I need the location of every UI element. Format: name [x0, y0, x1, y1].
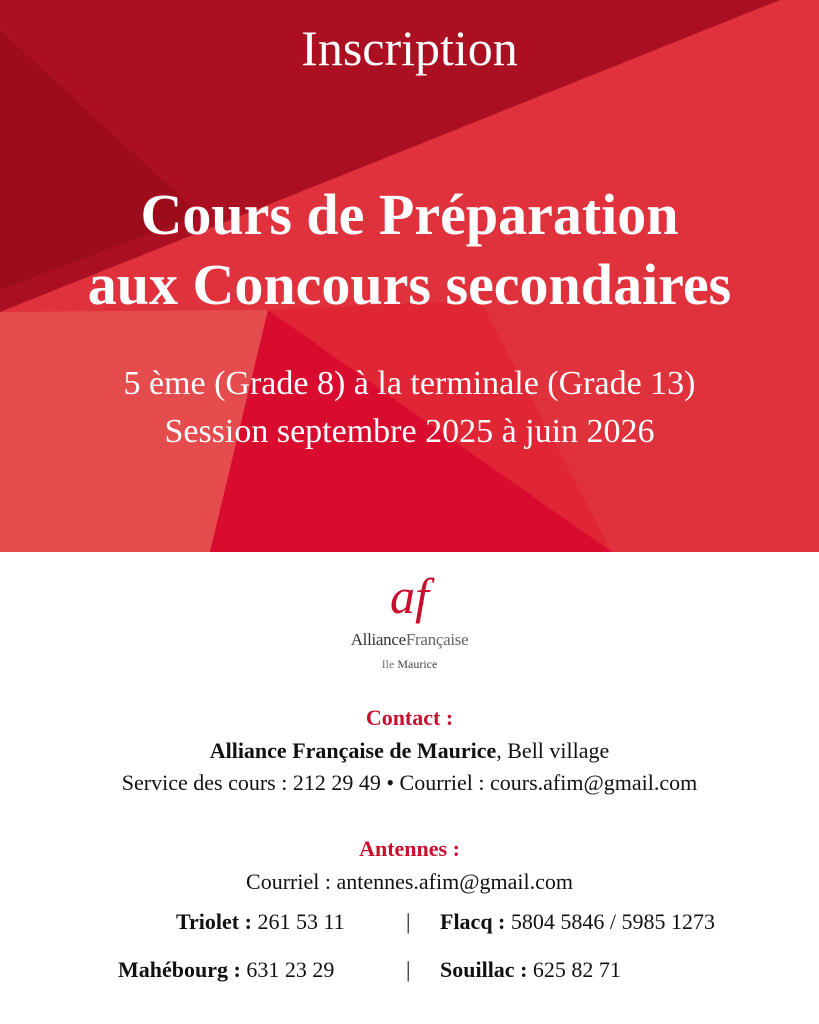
- branch-phone: 5804 5846 / 5985 1273: [505, 909, 716, 934]
- branch-triolet: [176, 908, 345, 936]
- branch-name: Souillac :: [440, 957, 528, 982]
- branch-phone: 625 82 71: [527, 957, 621, 982]
- branch-separator: |: [406, 957, 411, 982]
- service-line: Service des cours : 212 29 49 • Courriel : cours.afim@gmail.com: [121, 770, 698, 795]
- logo-subtitle: [0, 657, 819, 671]
- contact-section: [0, 705, 819, 797]
- contact-org-line: [0, 737, 819, 765]
- logo-name-part2: Française: [405, 630, 469, 649]
- title-line-1: Cours de Préparation: [140, 182, 679, 247]
- org-location: , Bell village: [496, 738, 610, 763]
- branch-mahebourg: [118, 956, 334, 984]
- branch-phone: 261 53 11: [251, 909, 345, 934]
- antennes-section: [0, 836, 819, 896]
- branch-phone: 631 23 29: [240, 957, 335, 982]
- antennes-heading: Antennes :: [359, 836, 460, 861]
- antennes-email-line: Courriel : antennes.afim@gmail.com: [246, 869, 573, 894]
- branch-name: Triolet :: [176, 909, 252, 934]
- branch-souillac: [440, 956, 621, 984]
- logo-sub-part2: Maurice: [397, 657, 438, 671]
- af-logo-mark: af: [390, 568, 429, 624]
- branch-name: Flacq :: [440, 909, 506, 934]
- logo-name-part1: Alliance: [350, 630, 406, 649]
- grades-subtitle: 5 ème (Grade 8) à la terminale (Grade 13): [123, 365, 696, 402]
- alliance-francaise-logo: [0, 568, 819, 671]
- session-subtitle: Session septembre 2025 à juin 2026: [164, 413, 655, 450]
- logo-sub-part1: Ile: [381, 657, 395, 671]
- inscription-label: Inscription: [301, 20, 518, 76]
- page-title: [0, 180, 819, 320]
- branch-flacq: [440, 908, 715, 936]
- logo-wordmark: [0, 630, 819, 650]
- title-line-2: aux Concours secondaires: [87, 252, 732, 317]
- contact-heading: Contact :: [365, 705, 454, 730]
- branch-separator: |: [406, 909, 411, 934]
- org-name: Alliance Française de Maurice: [209, 738, 497, 763]
- branch-name: Mahébourg :: [118, 957, 241, 982]
